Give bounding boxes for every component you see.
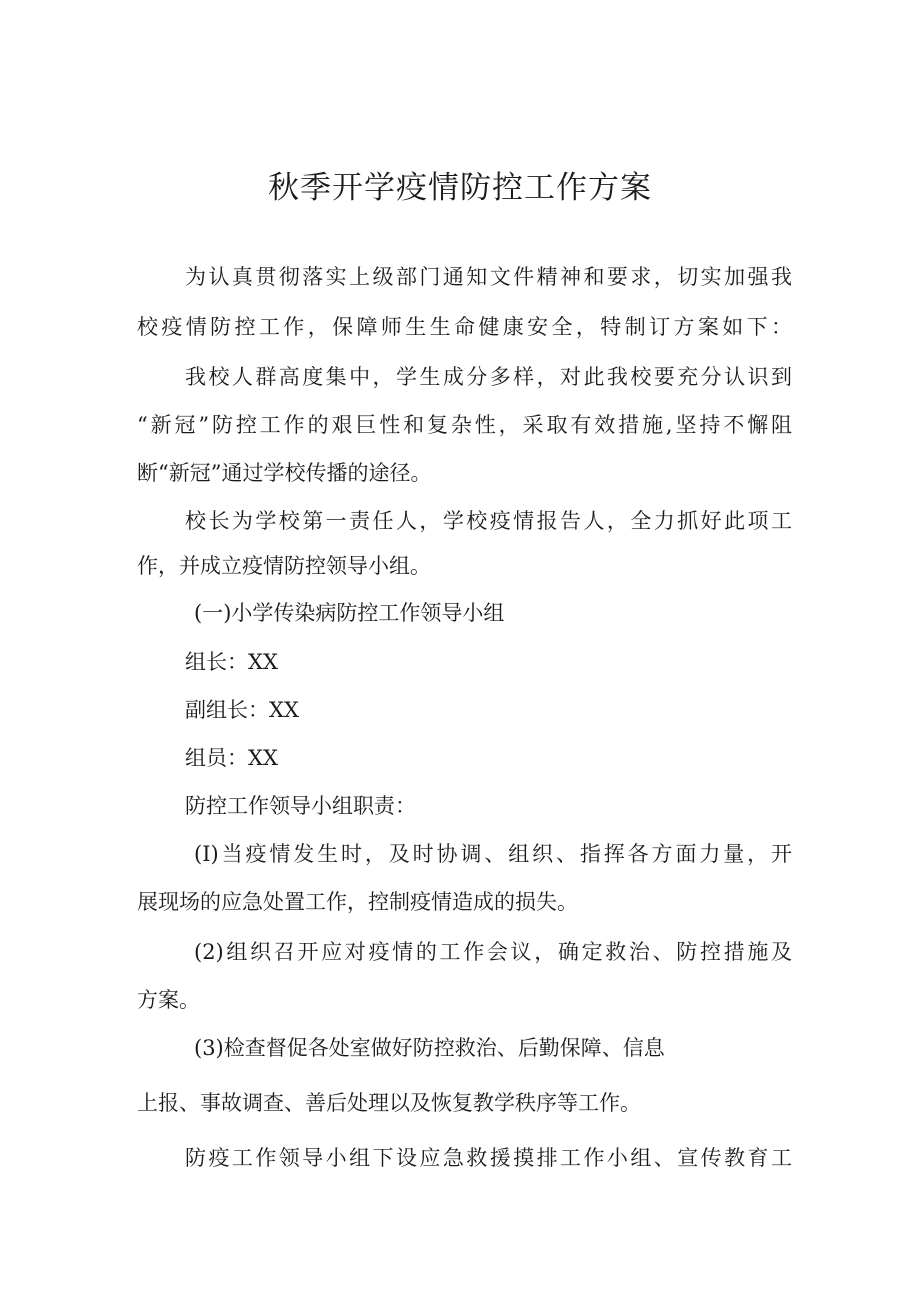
document-title: 秋季开学疫情防控工作方案 — [268, 170, 652, 206]
body-line: (3)检查督促各处室做好防控救治、后勤保障、信息 — [194, 1036, 665, 1060]
body-line: 防疫工作领导小组下设应急救援摸排工作小组、宣传教育工 — [185, 1146, 792, 1170]
duties-heading: 防控工作领导小组职责： — [185, 794, 416, 818]
section-heading: (一)小学传染病防控工作领导小组 — [194, 601, 505, 625]
body-line: 方案。 — [137, 988, 200, 1012]
body-line: 我校人群高度集中，学生成分多样，对此我校要充分认识到 — [185, 365, 792, 389]
body-line: 展现场的应急处置工作，控制疫情造成的损失。 — [137, 890, 578, 914]
body-line: (2)组织召开应对疫情的工作会议，确定救治、防控措施及 — [194, 940, 792, 964]
body-line: “新冠”防控工作的艰巨性和复杂性，采取有效措施,坚持不懈阻 — [137, 413, 792, 437]
body-line: 断“新冠”通过学校传播的途径。 — [137, 461, 432, 485]
body-line: 校疫情防控工作，保障师生生命健康安全，特制订方案如下： — [137, 315, 792, 339]
body-line: (I)当疫情发生时，及时协调、组织、指挥各方面力量，开 — [194, 842, 792, 866]
body-line: 为认真贯彻落实上级部门通知文件精神和要求，切实加强我 — [185, 265, 792, 289]
group-member-line: 组员：XX — [185, 746, 278, 770]
deputy-leader-line: 副组长：XX — [185, 698, 299, 722]
group-leader-line: 组长：XX — [185, 650, 278, 674]
body-line: 校长为学校第一责任人，学校疫情报告人，全力抓好此项工 — [185, 509, 792, 533]
body-line: 上报、事故调查、善后处理以及恢复教学秩序等工作。 — [137, 1091, 641, 1115]
body-line: 作，并成立疫情防控领导小组。 — [137, 554, 431, 578]
